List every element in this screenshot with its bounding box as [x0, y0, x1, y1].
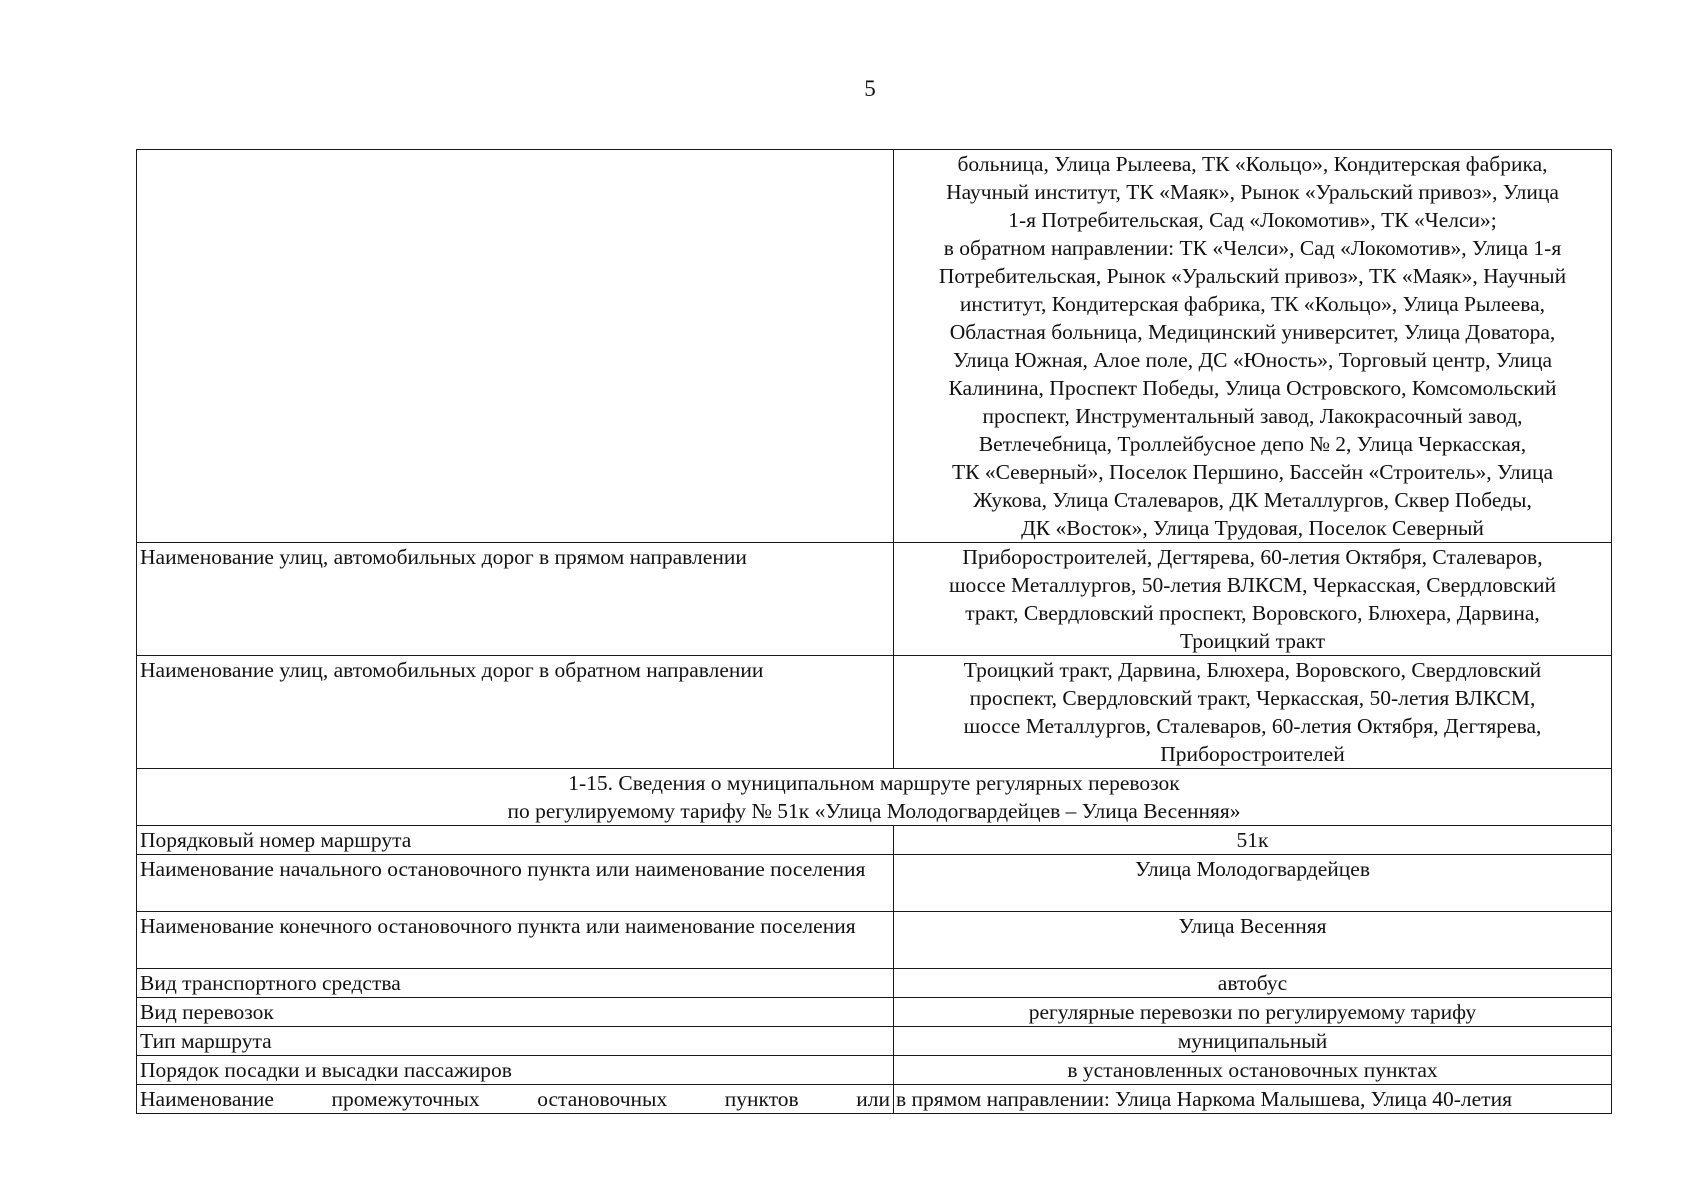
boarding-label: Порядок посадки и высадки пассажиров [137, 1056, 894, 1085]
boarding-value: в установленных остановочных пунктах [894, 1056, 1612, 1085]
table-row-reverse-streets [137, 656, 1612, 769]
reverse-streets-label: Наименование улиц, автомобильных дорог в обратном направлении [137, 656, 894, 769]
empty-label-cell [137, 150, 894, 543]
text-line: больница, Улица Рылеева, ТК «Кольцо», Кондитерская фабрика, [957, 152, 1548, 176]
end-stop-value: Улица Весенняя [894, 912, 1612, 969]
text-line: тракт, Свердловский проспект, Воровского, Блюхера, Дарвина, [965, 601, 1540, 625]
route-number-label: Порядковый номер маршрута [137, 826, 894, 855]
table-row-intermediate-stops [137, 1085, 1612, 1114]
route-type-label: Тип маршрута [137, 1027, 894, 1056]
forward-streets-label: Наименование улиц, автомобильных дорог в прямом направлении [137, 543, 894, 656]
text-line: Научный институт, ТК «Маяк», Рынок «Уральский привоз», Улица [946, 180, 1559, 204]
transport-kind-label: Вид перевозок [137, 998, 894, 1027]
text-line: Калинина, Проспект Победы, Улица Островского, Комсомольский [948, 376, 1557, 400]
reverse-streets-value [894, 656, 1612, 769]
text-line: институт, Кондитерская фабрика, ТК «Кольцо», Улица Рылеева, [959, 292, 1546, 316]
table-row-route-type [137, 1027, 1612, 1056]
section-header-line: по регулируемому тарифу № 51к «Улица Молодогвардейцев – Улица Весенняя» [507, 799, 1241, 823]
text-line: Жукова, Улица Сталеваров, ДК Металлургов, Сквер Победы, [973, 488, 1532, 512]
forward-streets-value [894, 543, 1612, 656]
intermediate-stops-label: Наименование промежуточных остановочных пунктов или [137, 1085, 894, 1114]
text-line: Троицкий тракт [1179, 629, 1326, 653]
end-stop-label: Наименование конечного остановочного пункта или наименование поселения [137, 912, 894, 969]
text-line: Ветлечебница, Троллейбусное депо № 2, Улица Черкасская, [978, 432, 1527, 456]
text-line: Улица Южная, Алое поле, ДС «Юность», Торговый центр, Улица [952, 348, 1553, 372]
intermediate-stops-value: в прямом направлении: Улица Наркома Малышева, Улица 40-летия [894, 1085, 1612, 1114]
table-row-route-number [137, 826, 1612, 855]
section-header [137, 769, 1612, 826]
table-row-continued-stops [137, 150, 1612, 543]
continued-stops-value [894, 150, 1612, 543]
table-row-end-stop [137, 912, 1612, 969]
table-row-start-stop [137, 855, 1612, 912]
text-line: Потребительская, Рынок «Уральский привоз», ТК «Маяк», Научный [938, 264, 1567, 288]
route-type-value: муниципальный [894, 1027, 1612, 1056]
section-header-line: 1-15. Сведения о муниципальном маршруте регулярных перевозок [568, 771, 1180, 795]
text-line: Областная больница, Медицинский университет, Улица Доватора, [949, 320, 1556, 344]
start-stop-value: Улица Молодогвардейцев [894, 855, 1612, 912]
text-line: ДК «Восток», Улица Трудовая, Поселок Северный [1021, 516, 1484, 540]
text-line: проспект, Инструментальный завод, Лакокрасочный завод, [982, 404, 1523, 428]
transport-kind-value: регулярные перевозки по регулируемому тарифу [894, 998, 1612, 1027]
vehicle-type-label: Вид транспортного средства [137, 969, 894, 998]
vehicle-type-value: автобус [894, 969, 1612, 998]
table-row-boarding [137, 1056, 1612, 1085]
route-number-value: 51к [894, 826, 1612, 855]
start-stop-label: Наименование начального остановочного пункта или наименование поселения [137, 855, 894, 912]
table-row-forward-streets [137, 543, 1612, 656]
text-line: проспект, Свердловский тракт, Черкасская, 50-летия ВЛКСМ, [969, 686, 1536, 710]
text-line: Троицкий тракт, Дарвина, Блюхера, Воровского, Свердловский [963, 658, 1542, 682]
route-info-table [136, 149, 1612, 1114]
table-row-vehicle-type [137, 969, 1612, 998]
text-line: шоссе Металлургов, Сталеваров, 60-летия Октября, Дегтярева, [963, 714, 1542, 738]
text-line: Приборостроителей [1160, 742, 1345, 766]
text-line: 1-я Потребительская, Сад «Локомотив», ТК «Челси»; [1008, 208, 1497, 232]
text-line: ТК «Северный», Поселок Першино, Бассейн «Строитель», Улица [951, 460, 1554, 484]
text-line: Приборостроителей, Дегтярева, 60-летия Октября, Сталеваров, [962, 545, 1543, 569]
table-row-transport-kind [137, 998, 1612, 1027]
page-number: 5 [864, 76, 876, 101]
text-line: в обратном направлении: ТК «Челси», Сад «Локомотив», Улица 1-я [943, 236, 1562, 260]
table-row-section-header [137, 769, 1612, 826]
text-line: шоссе Металлургов, 50-летия ВЛКСМ, Черкасская, Свердловский [948, 573, 1557, 597]
